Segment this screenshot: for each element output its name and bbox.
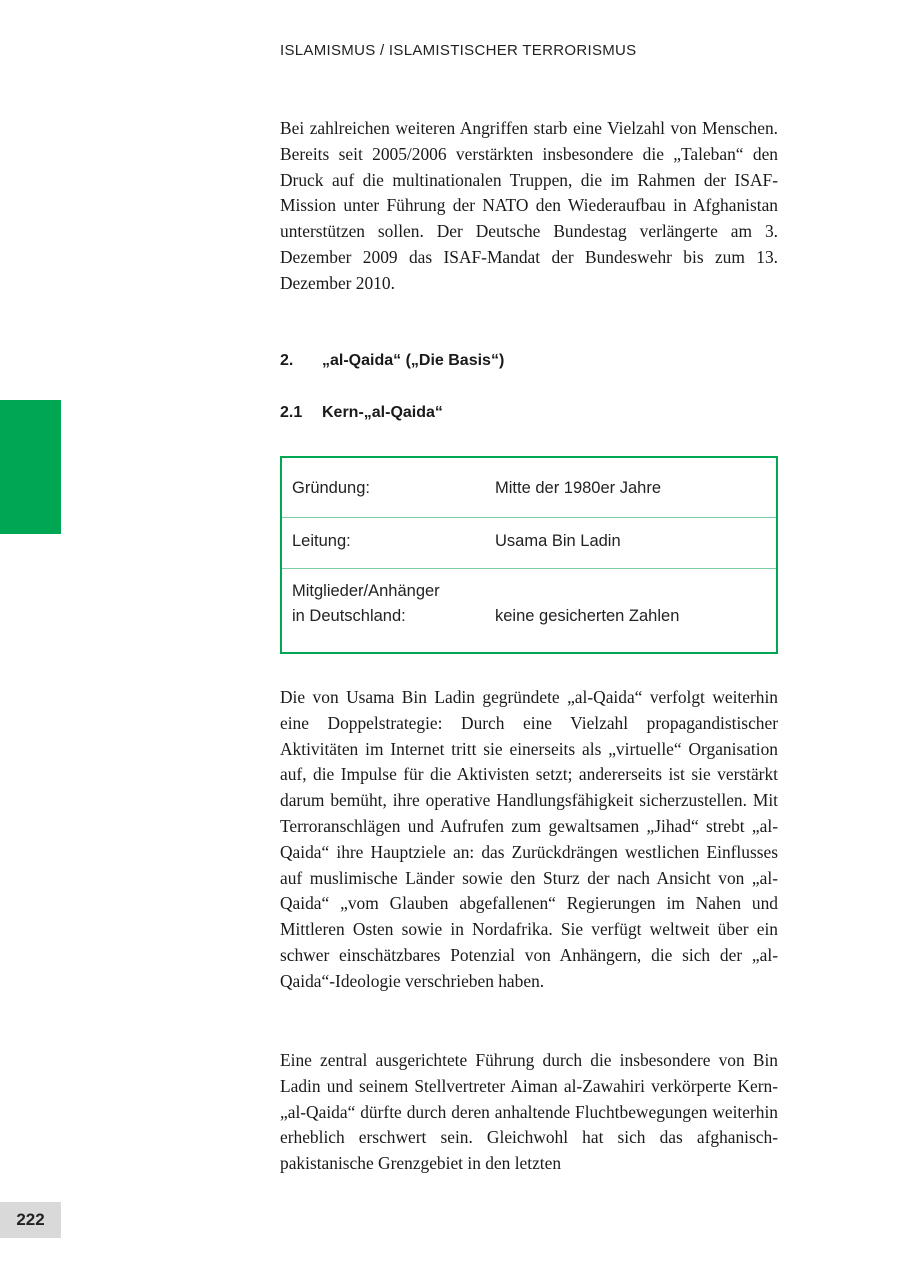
subsection-number: 2.1 xyxy=(280,404,303,421)
fact-row-founding xyxy=(282,458,776,517)
running-header: ISLAMISMUS / ISLAMISTISCHER TERRORISMUS xyxy=(280,42,637,59)
fact-label: Leitung: xyxy=(292,532,351,550)
page-number: 222 xyxy=(0,1202,61,1238)
paragraph-intro: Bei zahlreichen weiteren Angriffen starb eine Vielzahl von Menschen. Bereits seit 2005/2006 verstärkten insbesondere die „Taleban“ den Druck auf die multinationalen Truppen, die im Rahmen der ISAF-Mission unter Führung der NATO den Wiederaufbau in Afghanistan unterstützen sollen. Der Deutsche Bundestag verlängerte am 3. Dezember 2009 das ISAF-Mandat der Bundeswehr bis zum 13. Dezember 2010. xyxy=(280,118,778,293)
fact-label: Gründung: xyxy=(292,479,370,497)
chapter-color-tab xyxy=(0,400,61,534)
paragraph-leadership: Eine zentral ausgerichtete Führung durch die insbesondere von Bin Ladin und seinem Stellvertreter Aiman al-Zawahiri verkörperte Kern-„al-Qaida“ dürfte durch deren anhaltende Fluchtbewegungen weiterhin erheblich erschwert sein. Gleichwohl hat sich das afghanisch-pakistanische Grenzgebiet in den letzten xyxy=(280,1050,778,1174)
section-number: 2. xyxy=(280,352,294,369)
section-heading xyxy=(280,352,504,370)
fact-row-members xyxy=(282,568,776,653)
fact-value: keine gesicherten Zahlen xyxy=(495,607,680,625)
fact-box xyxy=(280,456,778,654)
fact-row-leadership xyxy=(282,517,776,569)
paragraph-strategy: Die von Usama Bin Ladin gegründete „al-Qaida“ verfolgt weiterhin eine Doppelstrategie: Durch eine Vielzahl propagandistischer Aktivitäten im Internet tritt sie einerseits als „virtuelle“ Organisation auf, die Impulse für die Aktivisten setzt; andererseits ist sie verstärkt darum bemüht, ihre operative Handlungsfähigkeit sicherzustellen. Mit Terroranschlägen und Aufrufen zum gewaltsamen „Jihad“ strebt „al-Qaida“ ihre Hauptziele an: das Zurückdrängen westlichen Einflusses auf muslimische Länder sowie den Sturz der nach Ansicht von „al-Qaida“ „vom Glauben abgefallenen“ Regierungen im Nahen und Mittleren Osten sowie in Nordafrika. Sie verfügt weltweit über ein schwer einschätzbares Potenzial von Anhängern, die sich der „al-Qaida“-Ideologie verschrieben haben. xyxy=(280,687,778,991)
fact-label: Mitglieder/Anhänger xyxy=(292,582,440,600)
subsection-title: Kern-„al-Qaida“ xyxy=(322,404,443,421)
fact-value: Usama Bin Ladin xyxy=(495,532,621,550)
subsection-heading xyxy=(280,404,443,422)
fact-value: Mitte der 1980er Jahre xyxy=(495,479,662,497)
section-title: „al-Qaida“ („Die Basis“) xyxy=(322,352,505,369)
fact-label: in Deutschland: xyxy=(292,607,406,625)
